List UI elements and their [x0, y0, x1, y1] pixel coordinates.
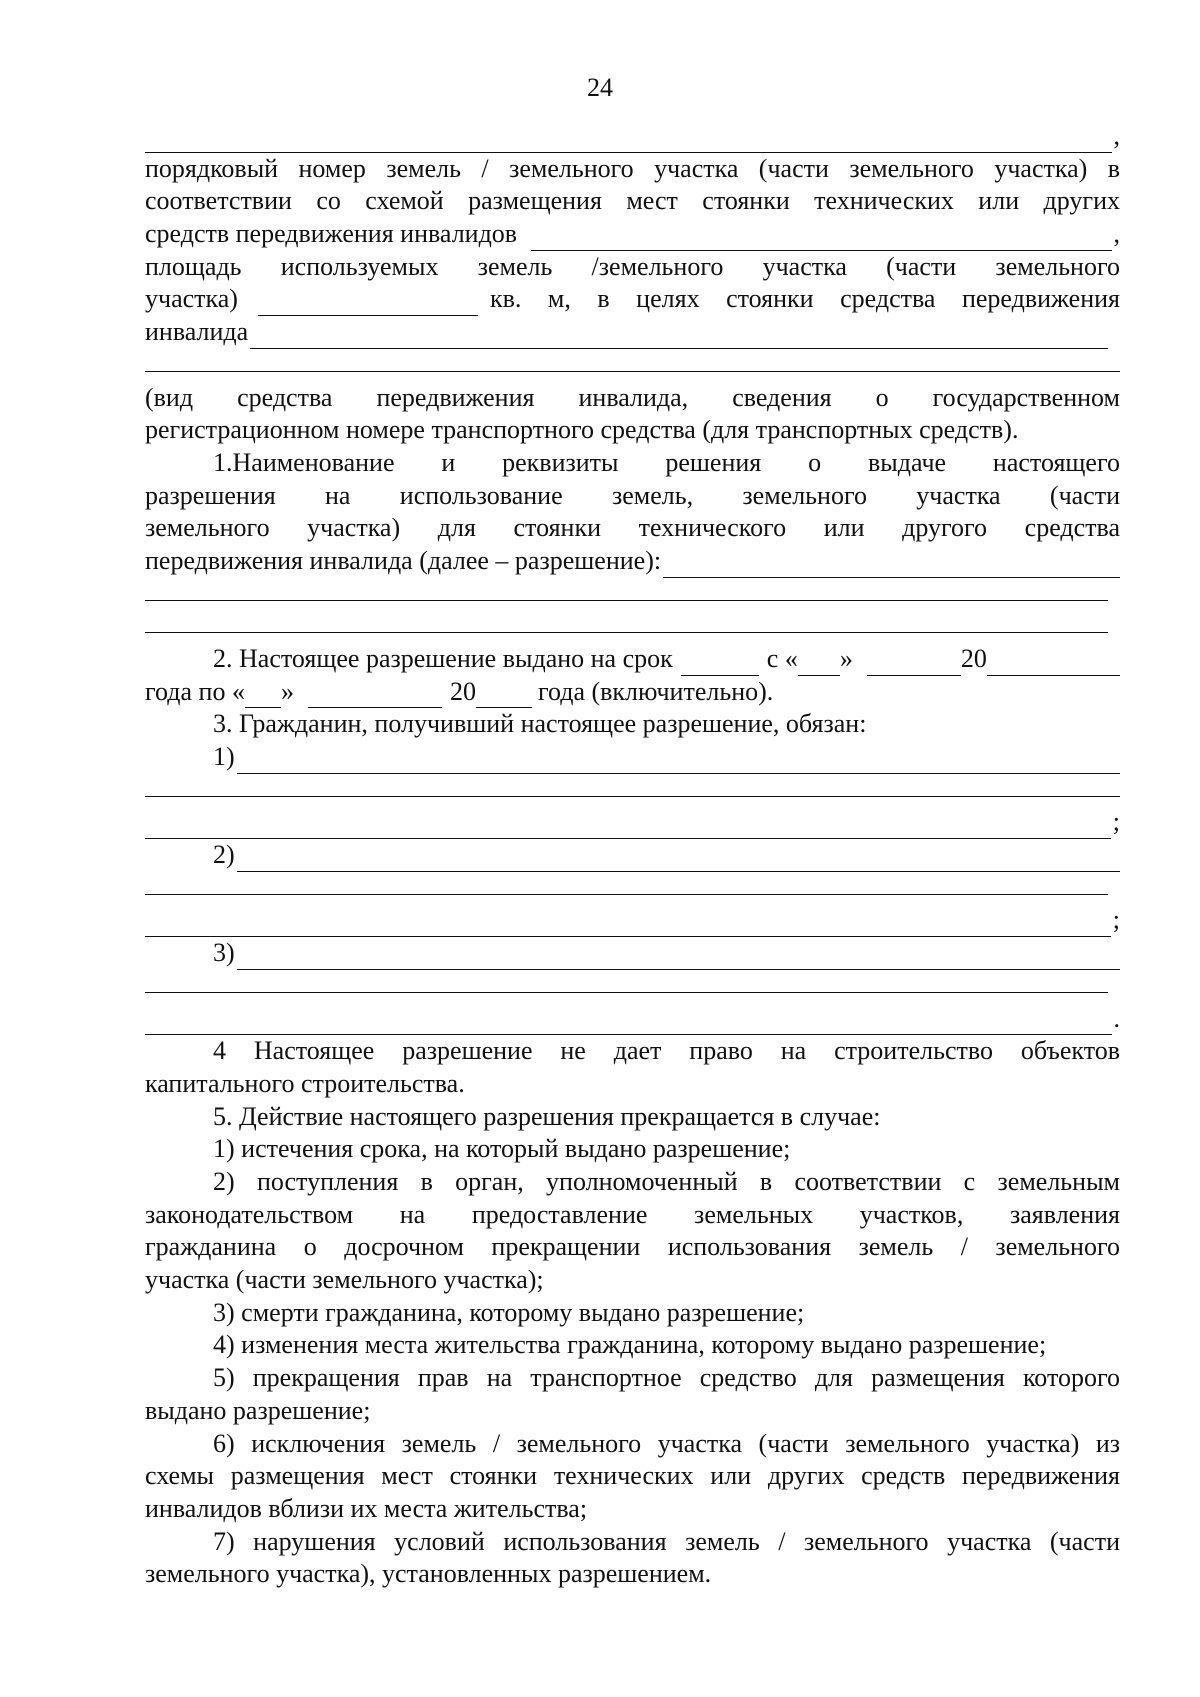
- text-line: разрешения на использование земель, земельного участка (части: [145, 480, 1120, 510]
- text-line: участка (части земельного участка);: [145, 1265, 544, 1295]
- text-line: 4 Настоящее разрешение не дает право на строительство объектов: [213, 1036, 1120, 1066]
- blank-rule: ;: [145, 905, 1120, 938]
- text-line: 3. Гражданин, получивший настоящее разрешение, обязан:: [213, 709, 867, 739]
- text-line: соответствии со схемой размещения мест стоянки технических или других: [145, 186, 1120, 216]
- text-line: законодательством на предоставление земельных участков, заявления: [145, 1199, 1120, 1229]
- text-line: 7) нарушения условий использования земель / земельного участка (части: [213, 1526, 1120, 1556]
- text-line: схемы размещения мест стоянки технических или других средств передвижения: [145, 1461, 1120, 1491]
- area-blank: [258, 293, 478, 316]
- text-line: площадь используемых земель /земельного участка (части земельного: [145, 251, 1120, 281]
- text-line: гражданина о досрочном прекращении использования земель / земельного: [145, 1232, 1120, 1262]
- text-line: 4) изменения места жительства гражданина, которому выдано разрешение;: [213, 1330, 1047, 1360]
- text-line: 1.Наименование и реквизиты решения о выдаче настоящего: [213, 447, 1120, 477]
- month-blank-2: [308, 685, 442, 708]
- text-line: (вид средства передвижения инвалида, сведения о государственном: [145, 382, 1120, 412]
- text-line: капитального строительства.: [145, 1068, 465, 1098]
- blank-rule: [145, 970, 1120, 1003]
- blank-line-area: участка) кв. м, в целях стоянки средства передвижения: [145, 283, 1120, 316]
- text-line: 5. Действие настоящего разрешения прекращается в случае:: [213, 1101, 881, 1131]
- text-line: 6) исключения земель / земельного участка (части земельного участка) из: [213, 1428, 1120, 1458]
- day-blank-2: [245, 685, 281, 708]
- text-line: земельного участка), установленных разрешением.: [145, 1559, 712, 1589]
- blank-rule: [145, 872, 1120, 905]
- obligation-item-3: 3): [145, 937, 1120, 970]
- day-blank: [798, 653, 840, 676]
- month-blank: [867, 653, 961, 676]
- text-line: земельного участка) для стоянки технического или другого средства: [145, 513, 1120, 543]
- term-line: 2. Настоящее разрешение выдано на срок с « » 20: [145, 643, 1120, 676]
- text-line: порядковый номер земель / земельного участка (части земельного участка) в: [145, 153, 1120, 183]
- term-blank: [681, 653, 759, 676]
- obligation-item-2: 2): [145, 839, 1120, 872]
- blank-rule: [145, 610, 1120, 643]
- blank-rule: ;: [145, 806, 1120, 839]
- blank-line-land-number: ,: [145, 120, 1120, 153]
- text-line: 5) прекращения прав на транспортное средство для размещения которого: [213, 1363, 1120, 1393]
- text-line: регистрационном номере транспортного средства (для транспортных средств).: [145, 415, 1019, 445]
- blank-rule: .: [145, 1003, 1120, 1036]
- text-line: инвалидов вблизи их места жительства;: [145, 1493, 588, 1523]
- year-blank-2: [476, 685, 532, 708]
- obligation-item-1: 1): [145, 741, 1120, 774]
- form-content: [145, 120, 1120, 1591]
- blank-rule: [145, 774, 1120, 807]
- blank-line-decision: передвижения инвалида (далее – разрешение):: [145, 545, 1120, 578]
- page-number: 24: [587, 73, 613, 102]
- blank-line-invalid: инвалида: [145, 316, 1120, 349]
- text-line: 1) истечения срока, на который выдано разрешение;: [213, 1134, 791, 1164]
- blank-line-disabled-means: средств передвижения инвалидов ,: [145, 218, 1120, 251]
- term-line-2: года по « » 20 года (включительно).: [145, 676, 1120, 709]
- blank-rule: [145, 578, 1120, 611]
- text-line: 2) поступления в орган, уполномоченный в соответствии с земельным: [213, 1167, 1120, 1196]
- blank-rule: [145, 349, 1120, 382]
- text-line: выдано разрешение;: [145, 1395, 371, 1425]
- text-line: 3) смерти гражданина, которому выдано разрешение;: [213, 1297, 805, 1327]
